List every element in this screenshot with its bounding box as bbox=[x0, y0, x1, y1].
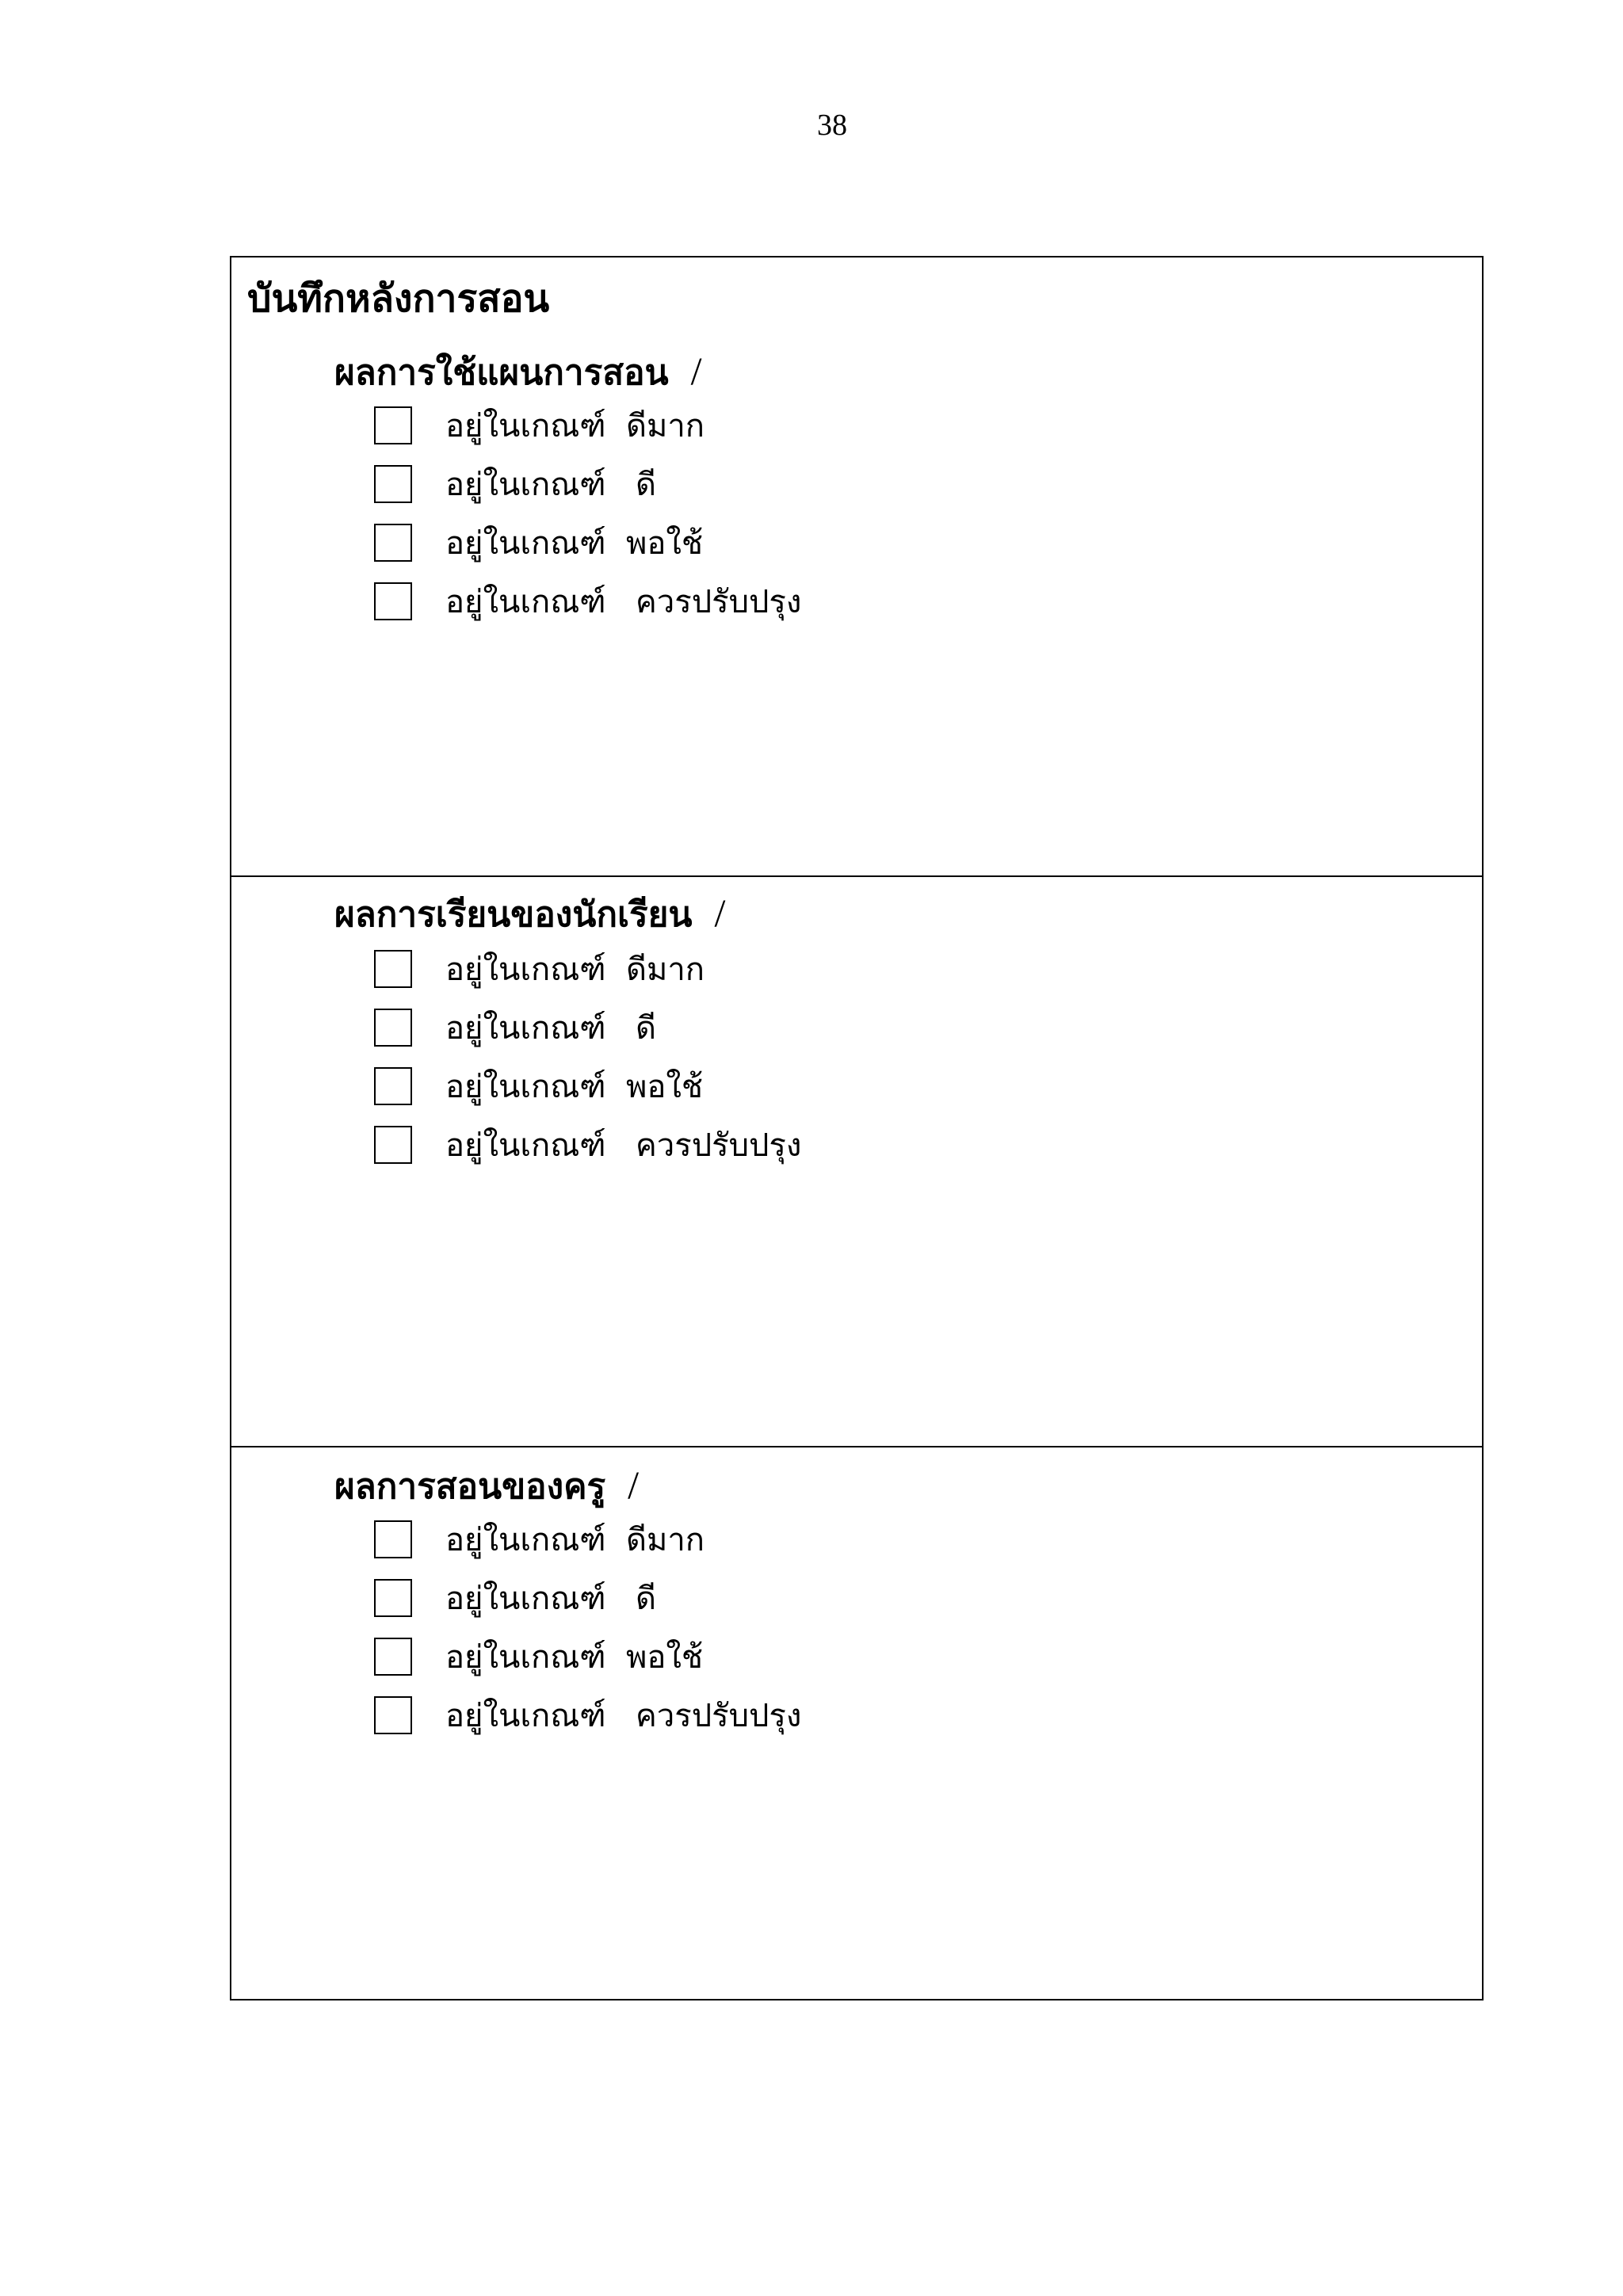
form-title: บันทึกหลังการสอน bbox=[247, 278, 550, 320]
section-student-learning-result bbox=[231, 875, 1482, 1446]
option-label: อยู่ในเกณฑ์ bbox=[445, 1010, 606, 1046]
section-heading-text: ผลการเรียนของนักเรียน bbox=[334, 895, 693, 934]
option-label: อยู่ในเกณฑ์ bbox=[445, 584, 606, 620]
post-teaching-record-form bbox=[230, 256, 1484, 2000]
section-heading bbox=[334, 887, 725, 942]
option-level: พอใช้ bbox=[626, 1639, 704, 1675]
section-heading bbox=[334, 345, 702, 400]
option-level: ดีมาก bbox=[626, 952, 705, 987]
option-level: ควรปรับปรุง bbox=[636, 1698, 802, 1733]
option-label: อยู่ในเกณฑ์ bbox=[445, 1127, 606, 1163]
section-heading-text: ผลการใช้แผนการสอน bbox=[334, 353, 669, 392]
option-label: อยู่ในเกณฑ์ bbox=[445, 1069, 606, 1104]
option-label: อยู่ในเกณฑ์ bbox=[445, 1639, 606, 1675]
checkbox[interactable] bbox=[374, 406, 412, 444]
checkbox[interactable] bbox=[374, 1520, 412, 1558]
option-label: อยู่ในเกณฑ์ bbox=[445, 1698, 606, 1733]
option-level: พอใช้ bbox=[626, 525, 704, 561]
checkbox[interactable] bbox=[374, 1638, 412, 1676]
checkbox[interactable] bbox=[374, 1009, 412, 1047]
option-label: อยู่ในเกณฑ์ bbox=[445, 1581, 606, 1616]
slash-mark: / bbox=[690, 349, 702, 393]
section-lesson-plan-result bbox=[231, 257, 1482, 875]
checkbox[interactable] bbox=[374, 582, 412, 620]
option-label: อยู่ในเกณฑ์ bbox=[445, 1522, 606, 1558]
slash-mark: / bbox=[628, 1463, 640, 1507]
option-level: ควรปรับปรุง bbox=[636, 584, 802, 620]
checkbox[interactable] bbox=[374, 465, 412, 503]
option-label: อยู่ในเกณฑ์ bbox=[445, 408, 606, 444]
checkbox[interactable] bbox=[374, 1696, 412, 1734]
checkbox[interactable] bbox=[374, 524, 412, 562]
page-number: 38 bbox=[817, 109, 847, 142]
checkbox[interactable] bbox=[374, 1579, 412, 1617]
option-level: ดี bbox=[636, 1581, 656, 1616]
section-heading-text: ผลการสอนของครู bbox=[334, 1467, 606, 1506]
option-level: ดี bbox=[636, 467, 656, 502]
checkbox[interactable] bbox=[374, 950, 412, 988]
option-level: ควรปรับปรุง bbox=[636, 1127, 802, 1163]
option-level: ดีมาก bbox=[626, 1522, 705, 1558]
option-label: อยู่ในเกณฑ์ bbox=[445, 952, 606, 987]
section-teacher-teaching-result bbox=[231, 1446, 1482, 1999]
section-heading bbox=[334, 1459, 639, 1514]
option-level: พอใช้ bbox=[626, 1069, 704, 1104]
option-level: ดี bbox=[636, 1010, 656, 1046]
checkbox[interactable] bbox=[374, 1067, 412, 1105]
checkbox[interactable] bbox=[374, 1126, 412, 1164]
option-label: อยู่ในเกณฑ์ bbox=[445, 525, 606, 561]
option-label: อยู่ในเกณฑ์ bbox=[445, 467, 606, 502]
slash-mark: / bbox=[714, 891, 726, 935]
option-level: ดีมาก bbox=[626, 408, 705, 444]
